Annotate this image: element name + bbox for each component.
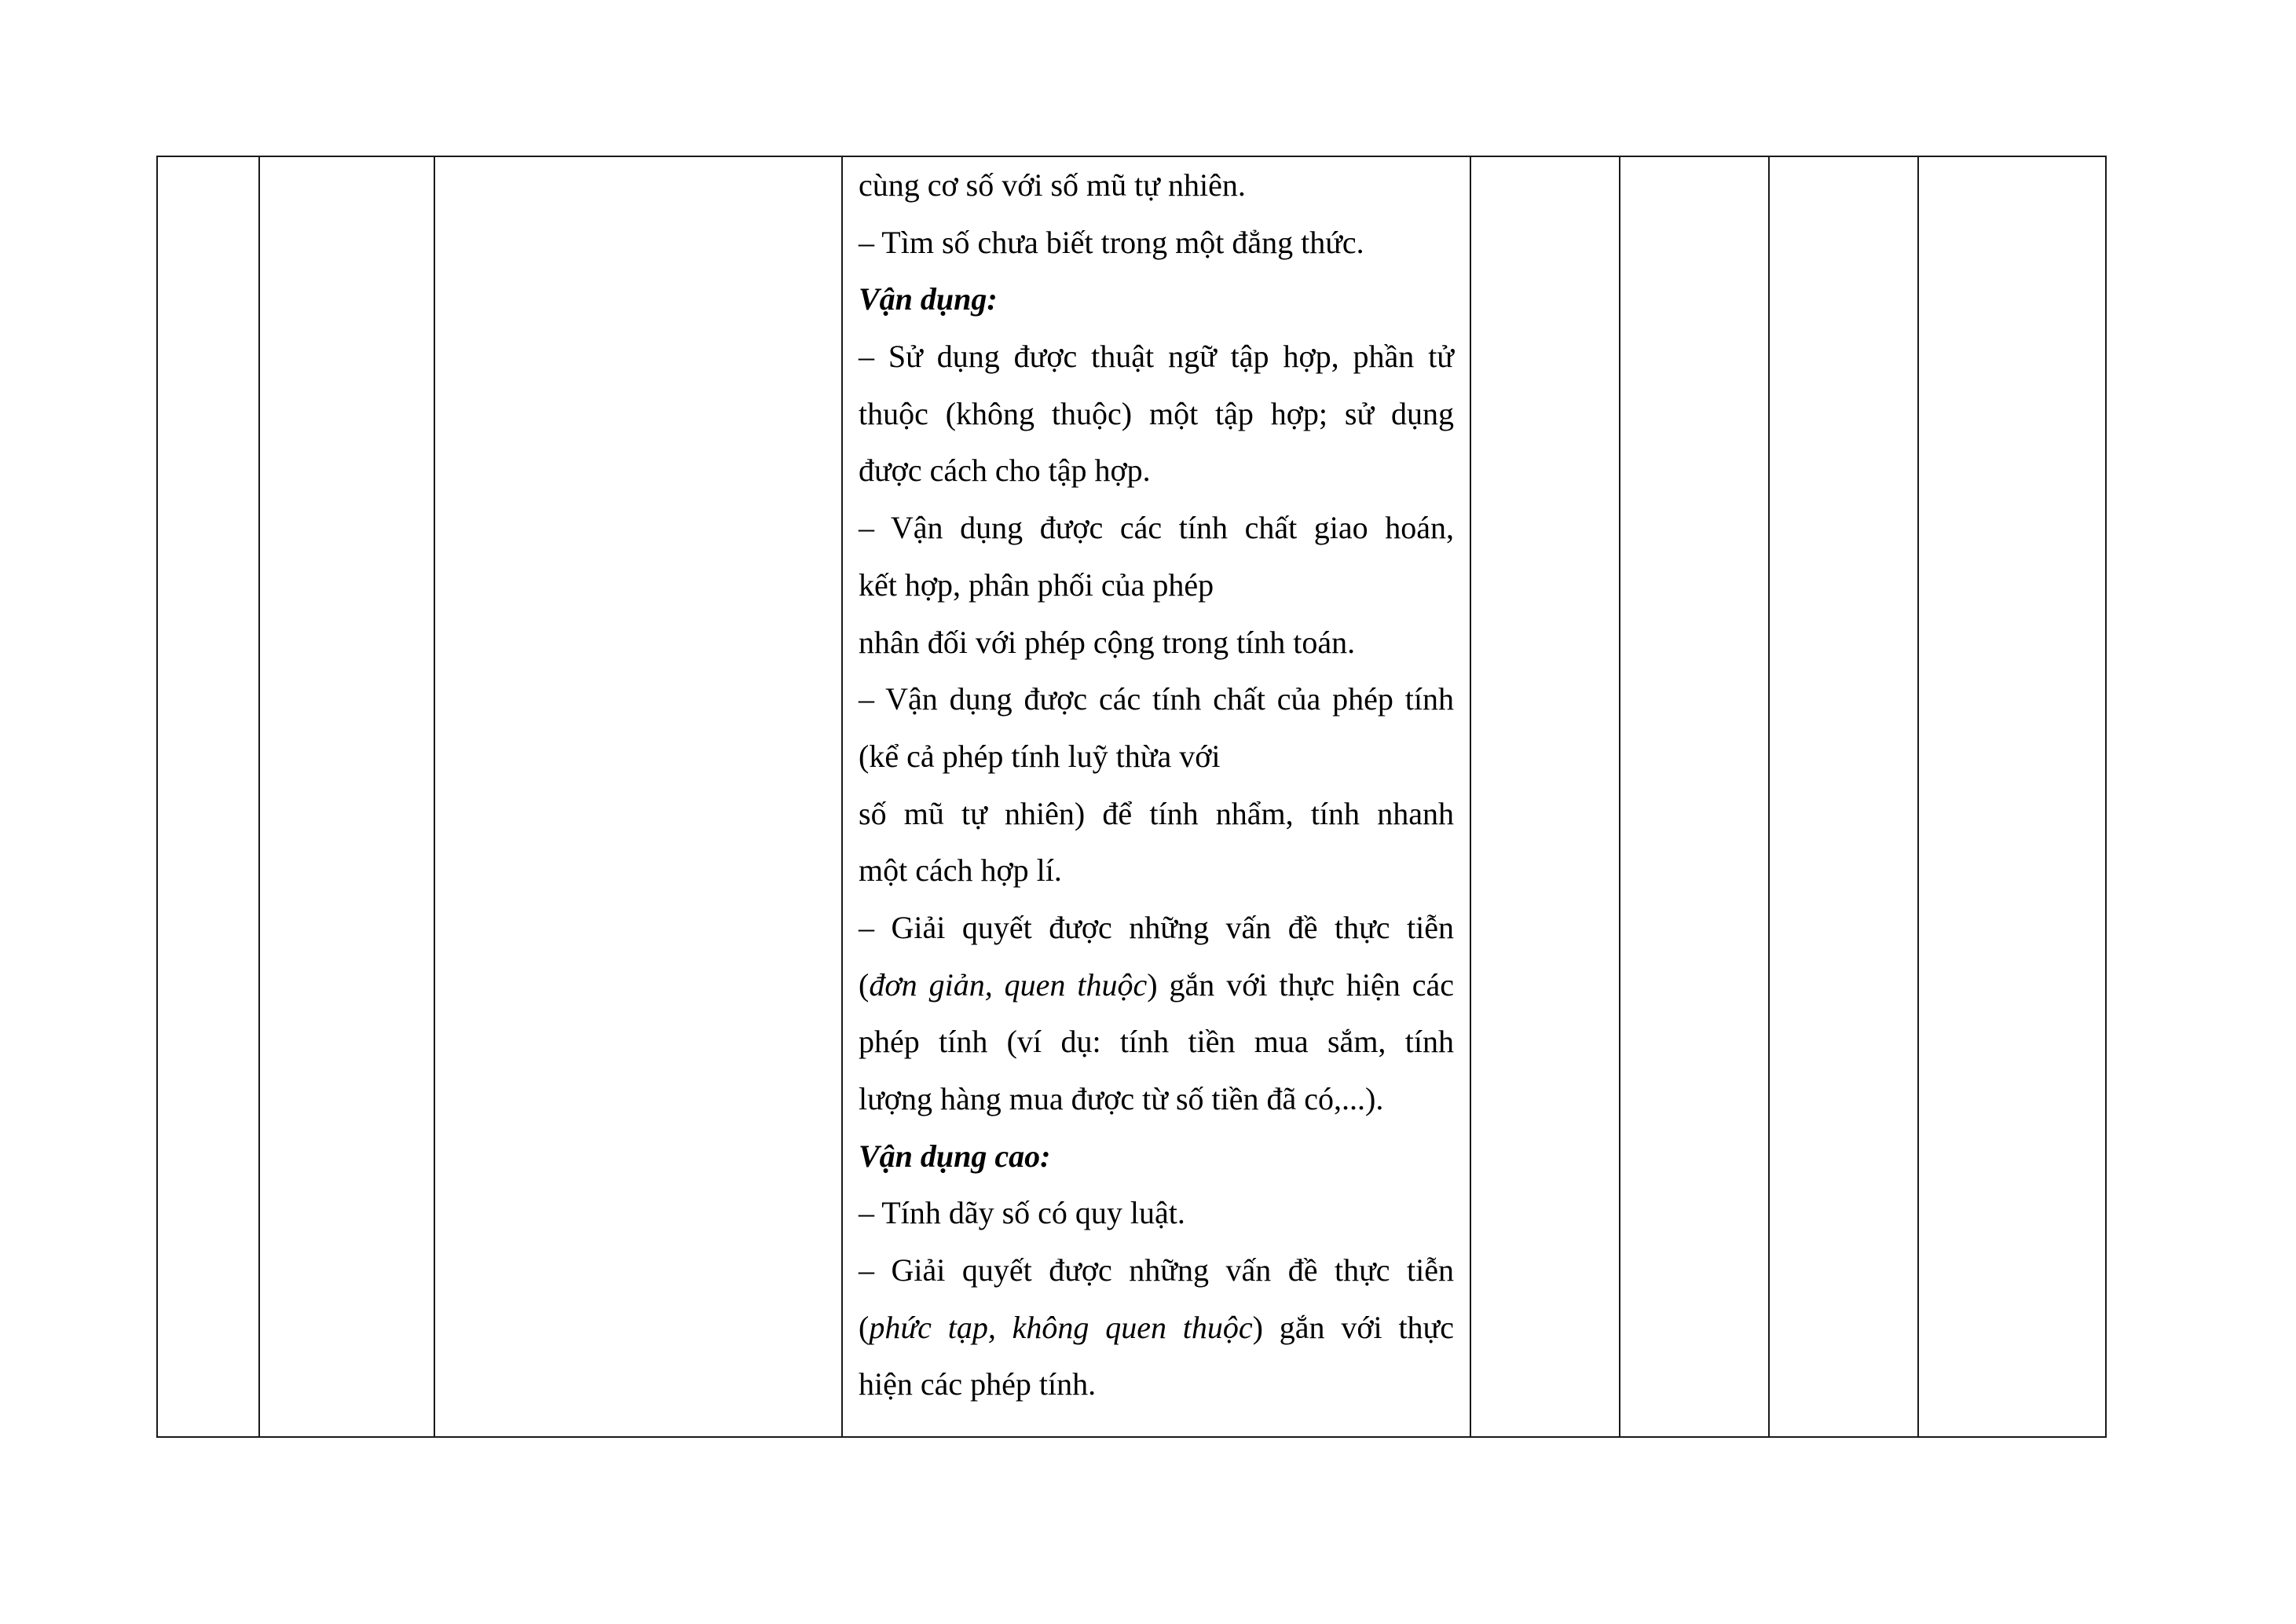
section-heading-van-dung-cao: Vận dụng cao: bbox=[859, 1138, 1051, 1174]
text-line: nhân đối với phép cộng trong tính toán. bbox=[859, 624, 1356, 660]
text-line: thuộc (không thuộc) một tập hợp; sử dụng bbox=[859, 395, 1454, 431]
table-cell-col5 bbox=[1470, 156, 1620, 1437]
text-line: – Tìm số chưa biết trong một đẳng thức. bbox=[859, 224, 1364, 260]
text-line: được cách cho tập hợp. bbox=[859, 453, 1151, 489]
text-line bbox=[859, 957, 1454, 1014]
text-fragment: ) gắn với thực hiện các bbox=[1147, 966, 1454, 1003]
text-line: phép tính (ví dụ: tính tiền mua sắm, tính bbox=[859, 1024, 1454, 1060]
table-cell-col8 bbox=[1918, 156, 2106, 1437]
table-cell-col1 bbox=[157, 156, 259, 1437]
text-line: – Vận dụng được các tính chất giao hoán, bbox=[859, 510, 1454, 546]
italic-text-fragment: đơn giản, quen thuộc bbox=[869, 966, 1148, 1003]
text-line: hiện các phép tính. bbox=[859, 1366, 1097, 1402]
table-cell-col6 bbox=[1620, 156, 1769, 1437]
text-line: kết hợp, phân phối của phép bbox=[859, 566, 1214, 603]
section-heading-van-dung: Vận dụng: bbox=[859, 281, 998, 317]
text-line: – Vận dụng được các tính chất của phép tính bbox=[859, 681, 1454, 717]
table-cell-requirements bbox=[842, 156, 1470, 1437]
table-cell-col3 bbox=[434, 156, 842, 1437]
text-fragment: ( bbox=[859, 966, 870, 1003]
table-cell-col2 bbox=[259, 156, 434, 1437]
text-line: lượng hàng mua được từ số tiền đã có,...). bbox=[859, 1081, 1384, 1116]
text-line: – Giải quyết được những vấn đề thực tiễn bbox=[859, 1252, 1454, 1289]
text-line: – Tính dãy số có quy luật. bbox=[859, 1195, 1185, 1231]
table-cell-col7 bbox=[1769, 156, 1918, 1437]
text-fragment: ) gắn với thực bbox=[1252, 1309, 1454, 1345]
text-line: số mũ tự nhiên) để tính nhẩm, tính nhanh bbox=[859, 795, 1454, 831]
text-line: (kể cả phép tính luỹ thừa với bbox=[859, 738, 1221, 774]
text-line: cùng cơ số với số mũ tự nhiên. bbox=[859, 167, 1246, 203]
text-fragment: ( bbox=[859, 1309, 870, 1345]
text-line: một cách hợp lí. bbox=[859, 852, 1062, 889]
text-line bbox=[859, 1300, 1454, 1357]
text-line: – Sử dụng được thuật ngữ tập hợp, phần tử bbox=[859, 339, 1454, 375]
content-table bbox=[156, 156, 2107, 1438]
text-line: – Giải quyết được những vấn đề thực tiễn bbox=[859, 909, 1454, 945]
table-row bbox=[157, 156, 2106, 1437]
italic-text-fragment: phức tạp, không quen thuộc bbox=[869, 1309, 1253, 1345]
requirements-text bbox=[843, 157, 1470, 1413]
